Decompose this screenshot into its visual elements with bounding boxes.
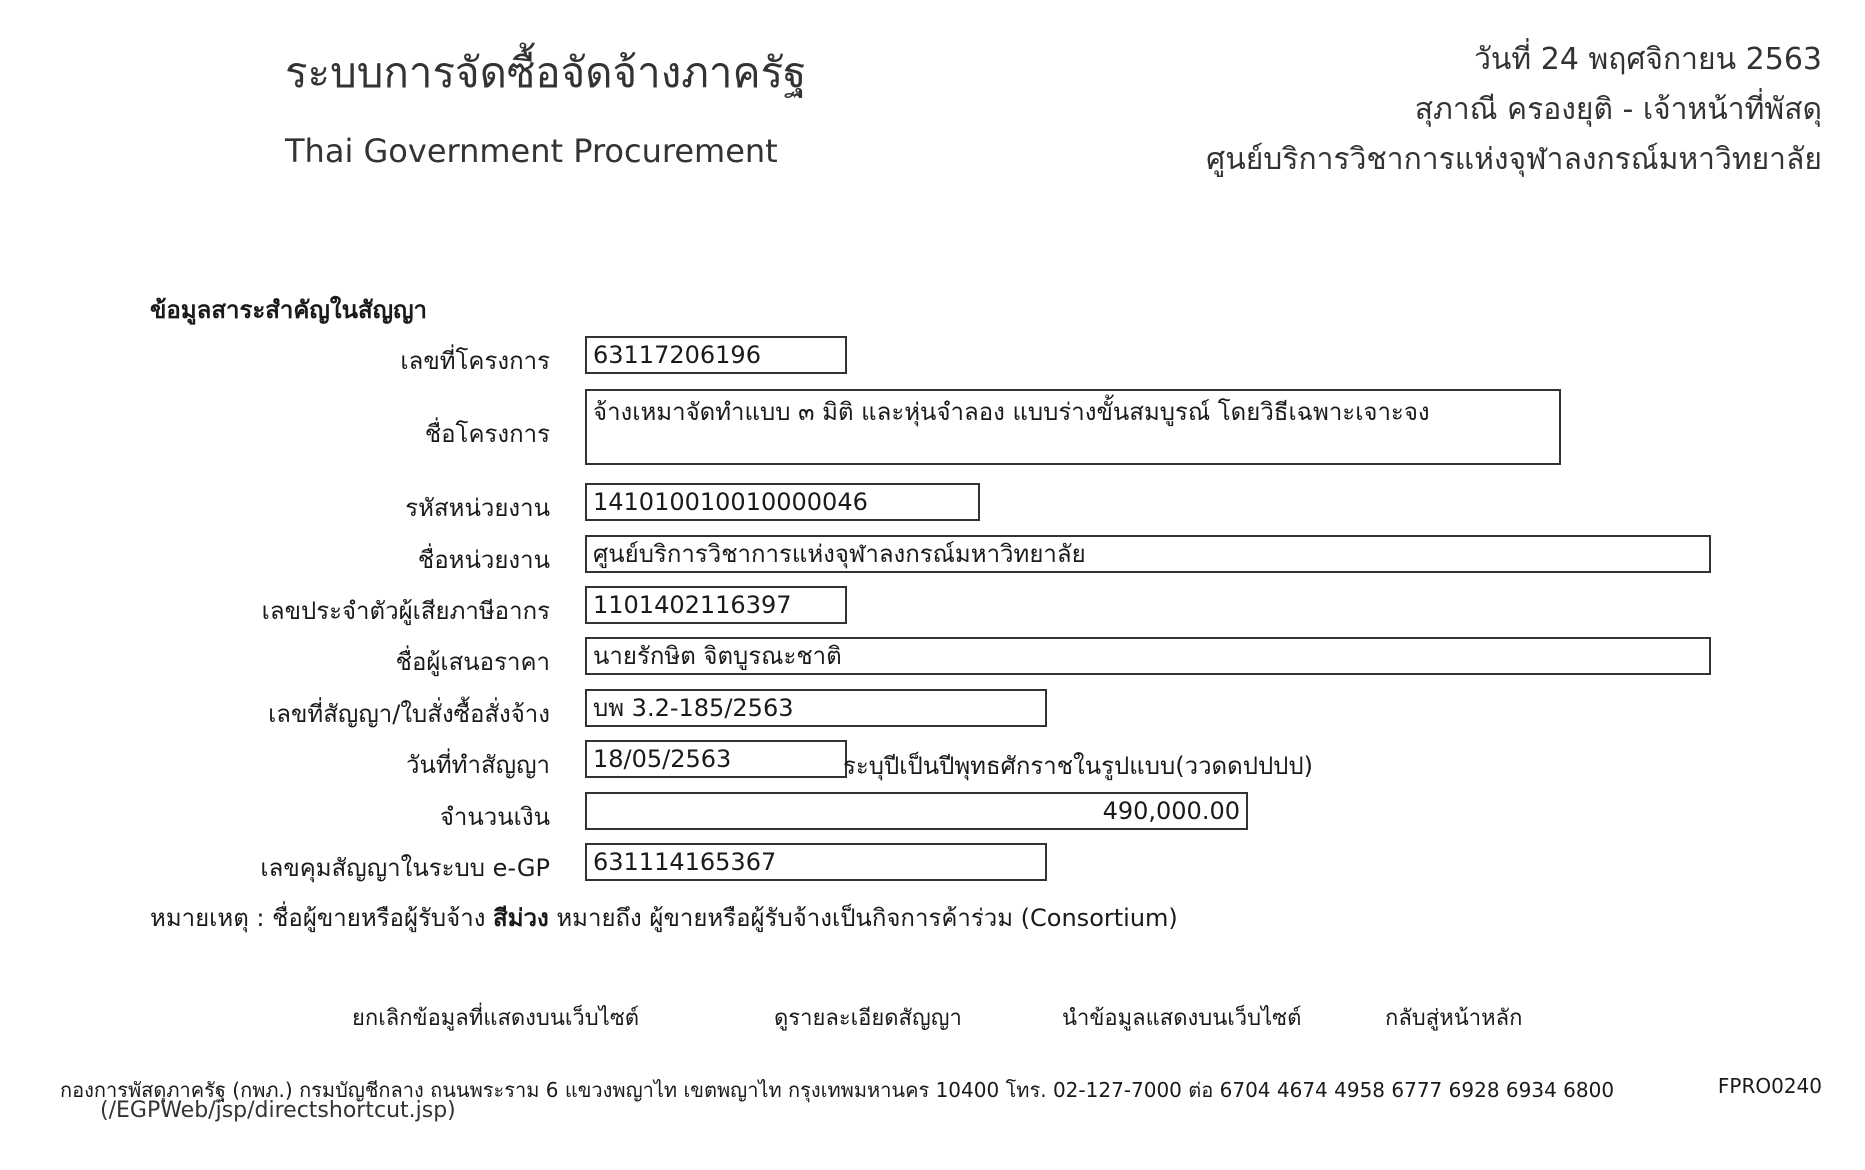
project-name-field[interactable]: จ้างเหมาจัดทำแบบ ๓ มิติ และหุ่นจำลอง แบบร่างขั้นสมบูรณ์ โดยวิธีเฉพาะเจาะจง [585, 389, 1561, 465]
section-title: ข้อมูลสาระสำคัญในสัญญา [150, 296, 428, 324]
footer-page-code: FPRO0240 [1717, 1074, 1822, 1098]
note-highlight: สีม่วง [493, 904, 549, 932]
system-title-en: Thai Government Procurement [285, 132, 778, 170]
project-name-label: ชื่อโครงการ [424, 420, 550, 448]
contract-no-label: เลขที่สัญญา/ใบสั่งซื้อสั่งจ้าง [268, 700, 550, 728]
footer-address: กองการพัสดุภาครัฐ (กพภ.) กรมบัญชีกลาง ถนนพระราม 6 แขวงพญาไท เขตพญาไท กรุงเทพมหานคร 10400 โทร. 02-127-7000 ต่อ 6704 4674 4958 6777 6928 6934 6800 [60, 1078, 1615, 1102]
note-prefix: หมายเหตุ : ชื่อผู้ขายหรือผู้รับจ้าง [150, 904, 494, 932]
consortium-note [150, 898, 1178, 937]
header-organization: ศูนย์บริการวิชาการแห่งจุฬาลงกรณ์มหาวิทยาลัย [1206, 142, 1822, 177]
project-no-field[interactable]: 63117206196 [585, 336, 847, 374]
header-date: วันที่ 24 พฤศจิกายน 2563 [1474, 42, 1822, 77]
egp-control-no-field[interactable]: 631114165367 [585, 843, 1047, 881]
header-user: สุภาณี ครองยุติ - เจ้าหน้าที่พัสดุ [1414, 92, 1822, 127]
agency-code-field[interactable]: 141010010010000046 [585, 483, 980, 521]
egp-control-no-label: เลขคุมสัญญาในระบบ e-GP [260, 854, 550, 882]
project-no-label: เลขที่โครงการ [400, 347, 550, 375]
amount-label: จำนวนเงิน [439, 803, 550, 831]
contract-date-hint: ระบุปีเป็นปีพุทธศักราชในรูปแบบ(ววดดปปปป) [843, 752, 1314, 780]
publish-web-display-link[interactable]: นำข้อมูลแสดงบนเว็บไซต์ [1062, 1006, 1302, 1031]
contract-no-field[interactable]: บพ 3.2-185/2563 [585, 689, 1047, 727]
agency-code-label: รหัสหน่วยงาน [405, 494, 550, 522]
tax-id-label: เลขประจำตัวผู้เสียภาษีอากร [261, 597, 550, 625]
amount-field[interactable]: 490,000.00 [585, 792, 1248, 830]
tax-id-field[interactable]: 1101402116397 [585, 586, 847, 624]
bidder-name-label: ชื่อผู้เสนอราคา [395, 648, 550, 676]
note-suffix: หมายถึง ผู้ขายหรือผู้รับจ้างเป็นกิจการค้าร่วม (Consortium) [548, 904, 1178, 932]
view-contract-details-link[interactable]: ดูรายละเอียดสัญญา [774, 1006, 962, 1031]
agency-name-label: ชื่อหน่วยงาน [417, 546, 550, 574]
contract-date-field[interactable]: 18/05/2563 [585, 740, 847, 778]
agency-name-field[interactable]: ศูนย์บริการวิชาการแห่งจุฬาลงกรณ์มหาวิทยาลัย [585, 535, 1711, 573]
footer-path: (/EGPWeb/jsp/directshortcut.jsp) [100, 1098, 456, 1123]
bidder-name-field[interactable]: นายรักษิต จิตบูรณะชาติ [585, 637, 1711, 675]
back-to-home-link[interactable]: กลับสู่หน้าหลัก [1385, 1006, 1523, 1031]
contract-date-label: วันที่ทำสัญญา [405, 751, 550, 779]
system-title-th: ระบบการจัดซื้อจัดจ้างภาครัฐ [285, 48, 807, 97]
cancel-web-display-link[interactable]: ยกเลิกข้อมูลที่แสดงบนเว็บไซต์ [352, 1006, 640, 1031]
